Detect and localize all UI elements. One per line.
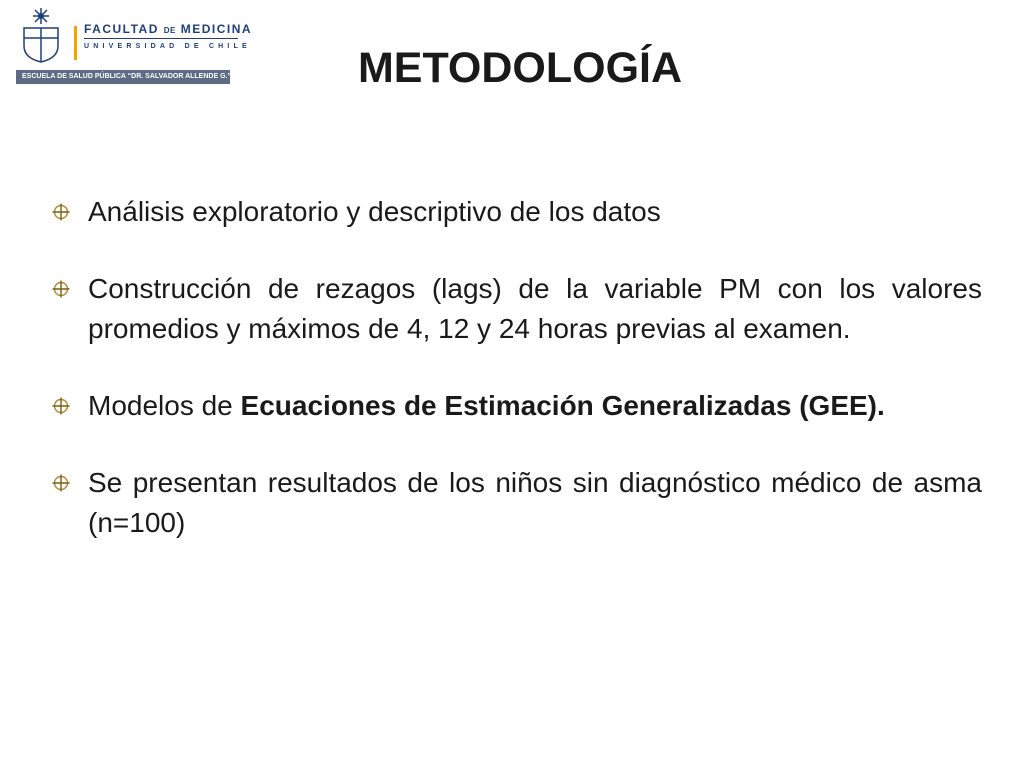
crosshair-bullet-icon [52,474,70,492]
logo-school-band: ESCUELA DE SALUD PÚBLICA “DR. SALVADOR ALLENDE G.” [16,70,230,84]
bullet-text: Análisis exploratorio y descriptivo de los datos [88,196,661,227]
bullet-text: Modelos de [88,390,241,421]
slide-title: METODOLOGÍA [357,44,683,92]
bullet-list [52,192,982,580]
bullet-item [52,386,982,426]
bullet-item [52,463,982,543]
bullet-item [52,269,982,349]
bullet-text: Construcción de rezagos (lags) de la variable PM con los valores promedios y máximos de 4, 12 y 24 horas previas al examen. [88,273,982,344]
bullet-item [52,192,982,232]
bullet-text: Se presentan resultados de los niños sin diagnóstico médico de asma (n=100) [88,467,982,538]
logo-university: UNIVERSIDAD DE CHILE [84,43,251,50]
logo-faculty: FACULTAD DE MEDICINA [84,22,253,36]
bullet-text-bold: Ecuaciones de Estimación Generalizadas (GEE). [240,390,885,421]
crosshair-bullet-icon [52,280,70,298]
crosshair-bullet-icon [52,397,70,415]
crosshair-bullet-icon [52,203,70,221]
logo-underline [84,38,238,39]
